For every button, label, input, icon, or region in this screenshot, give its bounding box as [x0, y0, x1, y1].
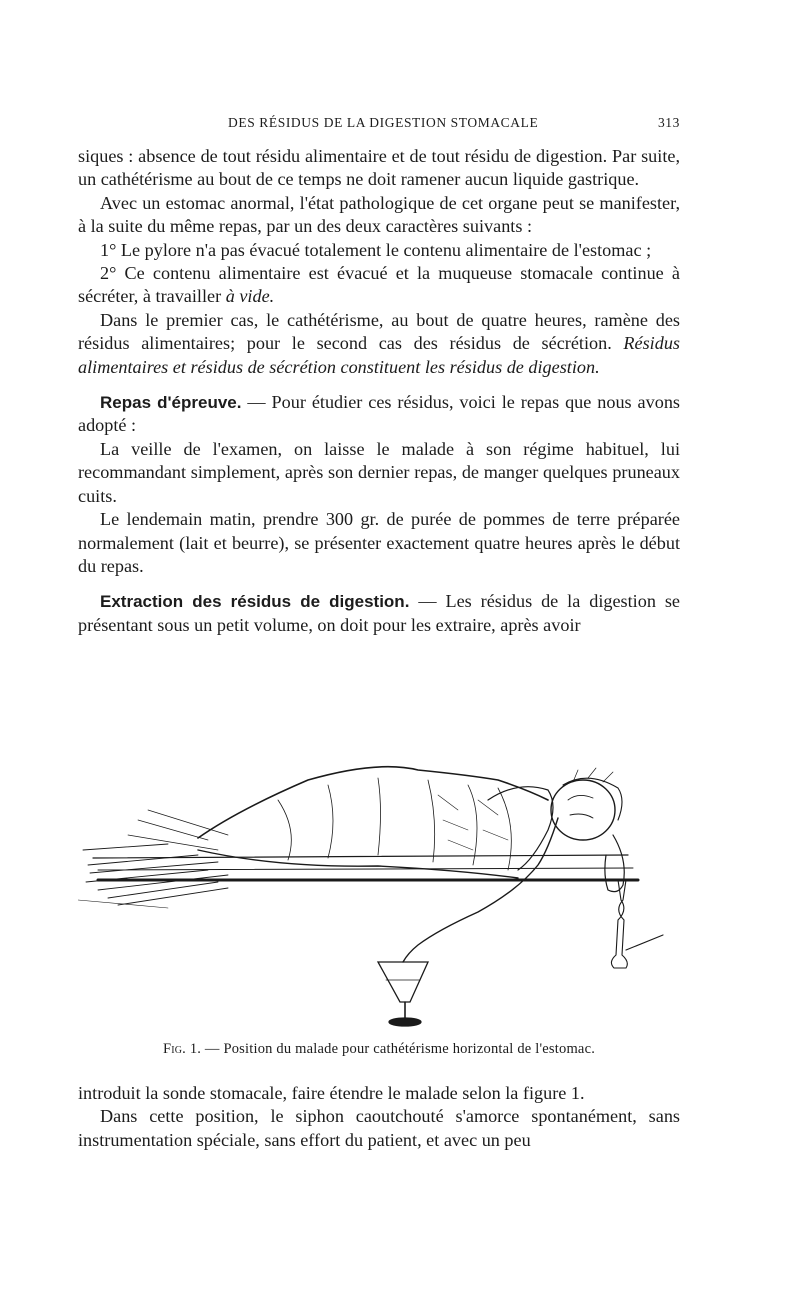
- figure-caption: [78, 1041, 680, 1058]
- section-heading-test-meal: Repas d'épreuve.: [100, 393, 242, 413]
- case-2-text: 2° Ce contenu alimentaire est évacué et la muqueuse stomacale continue à sécréter, à travailler: [78, 263, 680, 307]
- paragraph-evening-before: La veille de l'examen, on laisse le malade à son régime habituel, lui recommandant simplement, après son dernier repas, de manger quelques pruneaux cuits.: [78, 438, 680, 506]
- figure-caption-text: — Position du malade pour cathétérisme horizontal de l'estomac.: [201, 1041, 596, 1057]
- paragraph-abnormal-stomach: Avec un estomac anormal, l'état pathologique de cet organe peut se manifester, à la suite du même repas, par un des deux caractères suivants :: [78, 192, 680, 237]
- body-text-bottom: [78, 1082, 680, 1152]
- case-2-italic: à vide.: [225, 286, 275, 307]
- first-case-text: Dans le premier cas, le cathétérisme, au bout de quatre heures, ramène des résidus alimentaires; pour le second cas des résidus de sécrétion.: [78, 309, 680, 354]
- paragraph-case-2: [78, 262, 680, 309]
- running-head: [78, 111, 680, 133]
- paragraph-extraction: [78, 590, 680, 637]
- paragraph-next-morning: Le lendemain matin, prendre 300 gr. de purée de pommes de terre préparée normalement (lait et beurre), se présenter exactement quatre heures après le début du repas.: [78, 509, 680, 576]
- first-case-italic: Résidus alimentaires et résidus de sécrétion constituent les résidus de digestion.: [78, 333, 680, 377]
- paragraph-siphon: Dans cette position, le siphon caoutchouté s'amorce spontanément, sans instrumentation spéciale, sans effort du patient, et avec un peu: [78, 1106, 680, 1150]
- extraction-text: — Les résidus de la digestion se présentant sous un petit volume, on doit pour les extraire, après avoir: [78, 591, 680, 635]
- paragraph-continuation: siques : absence de tout résidu alimentaire et de tout résidu de digestion. Par suite, un cathétérisme au bout de ce temps ne doit ramener aucun liquide gastrique.: [78, 146, 680, 190]
- page-number: 313: [657, 115, 680, 130]
- patient-lying-illustration: [78, 740, 680, 1040]
- body-text-top: [78, 145, 680, 637]
- figure-label: Fig. 1.: [162, 1041, 202, 1057]
- paragraph-introduce-probe: introduit la sonde stomacale, faire étendre le malade selon la figure 1.: [78, 1083, 585, 1103]
- paragraph-case-1: 1° Le pylore n'a pas évacué totalement le contenu alimentaire de l'estomac ;: [100, 239, 652, 260]
- figure-patient-illustration: [78, 740, 680, 1040]
- running-head-title: DES RÉSIDUS DE LA DIGESTION STOMACALE: [228, 115, 539, 130]
- test-meal-text: — Pour étudier ces résidus, voici le repas que nous avons adopté :: [78, 392, 680, 436]
- paragraph-first-case: [78, 309, 680, 379]
- section-heading-extraction: Extraction des résidus de digestion.: [100, 592, 410, 612]
- paragraph-test-meal: [78, 391, 680, 438]
